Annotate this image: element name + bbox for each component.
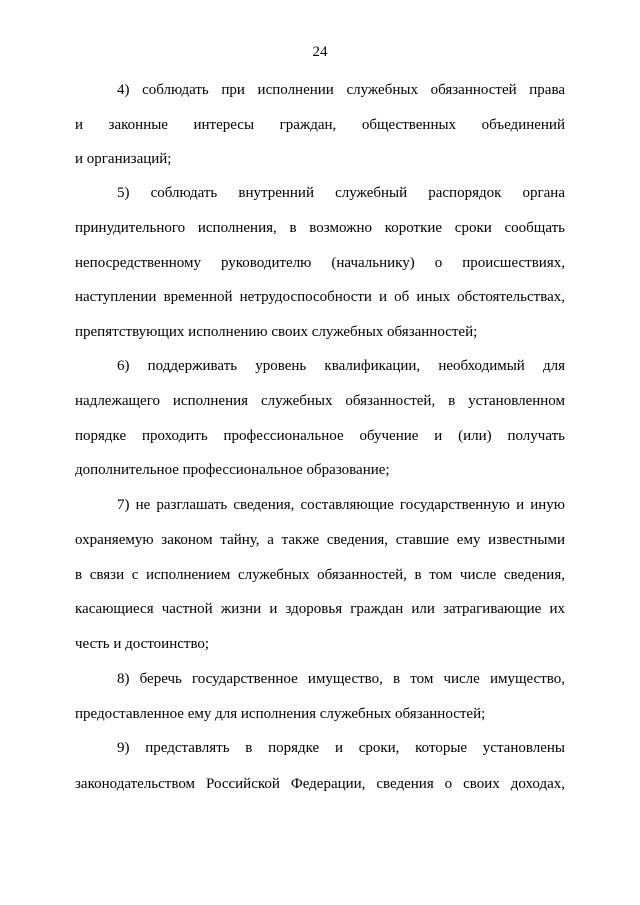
paragraph-8-line-2: предоставленное ему для исполнения служебных обязанностей; [75, 706, 486, 722]
paragraph-9-line-2: законодательством Российской Федерации, сведения о своих доходах, [75, 776, 565, 792]
paragraph-7-line-1: 7) не разглашать сведения, составляющие государственную и иную [117, 497, 565, 513]
paragraph-5-line-3: непосредственному руководителю (начальнику) о происшествиях, [75, 255, 565, 271]
paragraph-6-line-2: надлежащего исполнения служебных обязанностей, в установленном [75, 393, 565, 409]
paragraph-6-line-4: дополнительное профессиональное образование; [75, 462, 390, 478]
paragraph-9-line-1: 9) представлять в порядке и сроки, которые установлены [117, 740, 565, 756]
paragraph-5-line-2: принудительного исполнения, в возможно короткие сроки сообщать [75, 220, 565, 236]
paragraph-5-line-1: 5) соблюдать внутренний служебный распорядок органа [117, 185, 565, 201]
paragraph-7-line-5: честь и достоинство; [75, 636, 210, 652]
paragraph-4-line-2: и законные интересы граждан, общественных объединений [75, 117, 565, 133]
paragraph-4-line-1: 4) соблюдать при исполнении служебных обязанностей права [117, 82, 565, 98]
paragraph-5-line-4: наступлении временной нетрудоспособности и об иных обстоятельствах, [75, 289, 565, 305]
page-number: 24 [312, 44, 328, 60]
paragraph-5-line-5: препятствующих исполнению своих служебных обязанностей; [75, 324, 478, 340]
paragraph-7-line-4: касающиеся частной жизни и здоровья граждан или затрагивающие их [75, 601, 565, 617]
paragraph-4-line-3: и организаций; [75, 151, 172, 167]
paragraph-6-line-3: порядке проходить профессиональное обучение и (или) получать [75, 428, 565, 444]
paragraph-7-line-2: охраняемую законом тайну, а также сведения, ставшие ему известными [75, 532, 565, 548]
paragraph-7-line-3: в связи с исполнением служебных обязанностей, в том числе сведения, [75, 567, 565, 583]
paragraph-6-line-1: 6) поддерживать уровень квалификации, необходимый для [117, 358, 565, 374]
paragraph-8-line-1: 8) беречь государственное имущество, в том числе имущество, [117, 671, 565, 687]
